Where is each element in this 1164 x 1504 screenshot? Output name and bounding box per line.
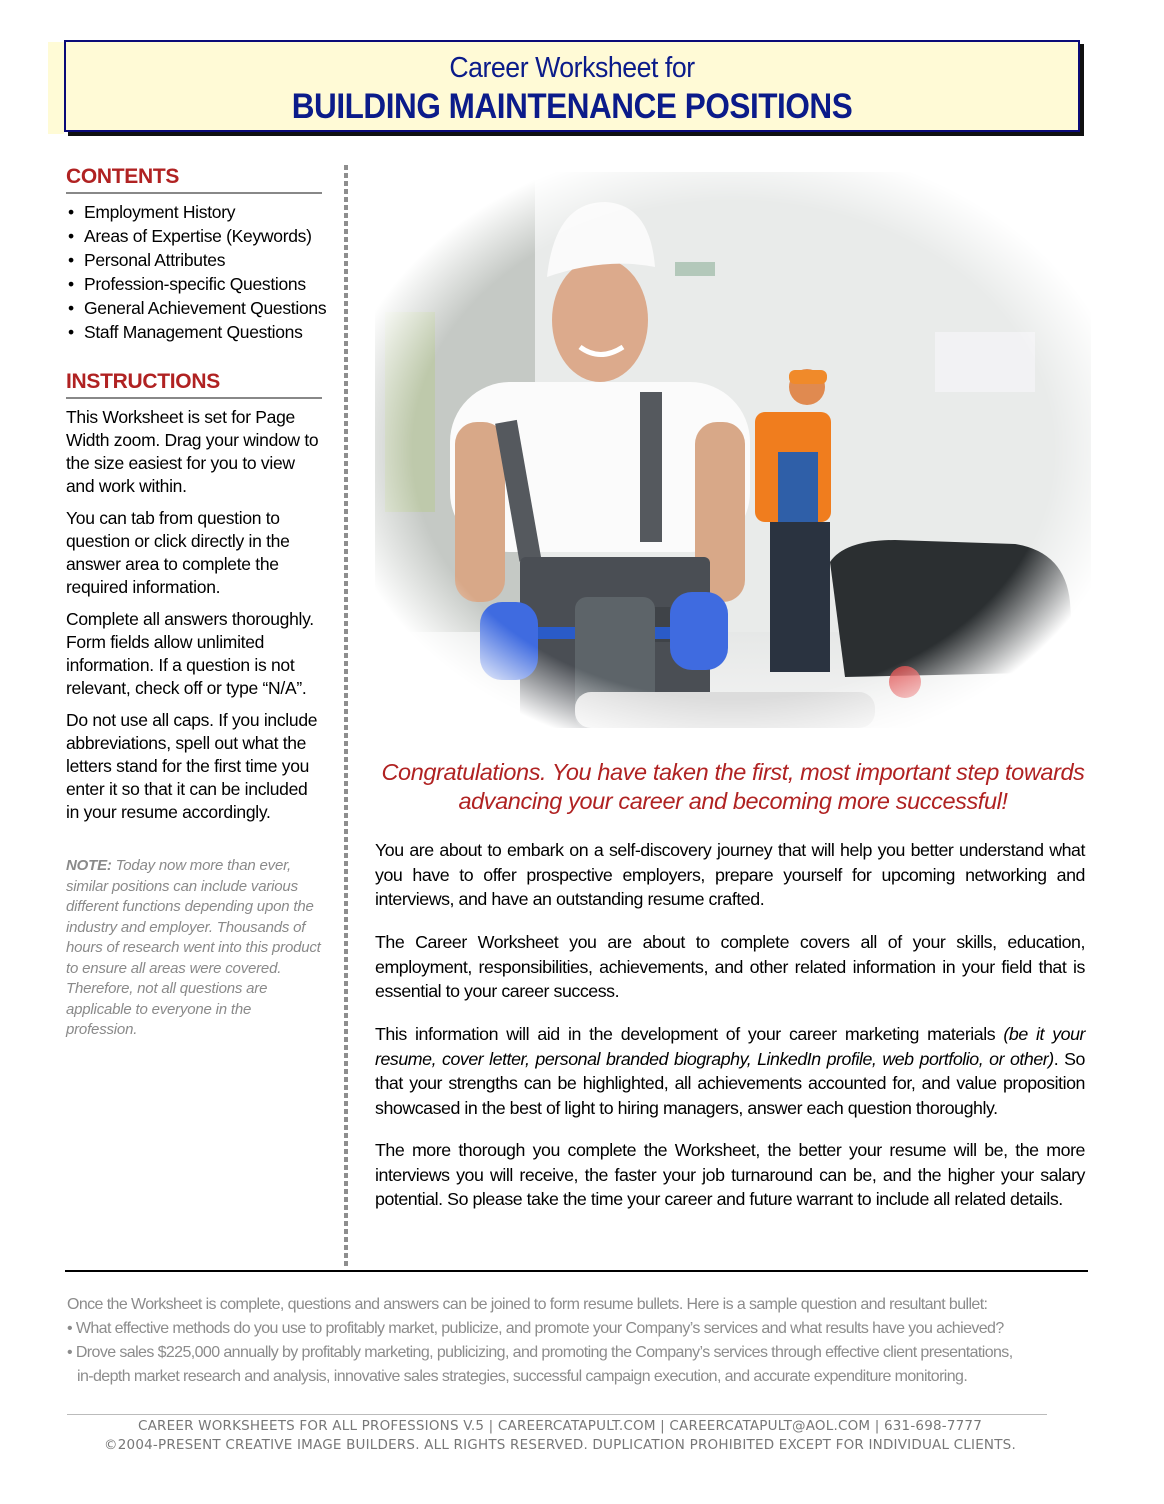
instructions-body xyxy=(66,406,322,824)
contents-heading: CONTENTS xyxy=(66,165,322,194)
instruction-paragraph: Complete all answers thoroughly. Form fields allow unlimited information. If a question is not relevant, check off or type “N/A”. xyxy=(66,609,314,698)
bullet-icon: • xyxy=(68,250,74,270)
section-divider xyxy=(65,1270,1088,1272)
bullet-icon: • xyxy=(68,322,74,342)
contents-list xyxy=(66,200,327,344)
header-banner xyxy=(64,40,1080,132)
bullet-icon: • xyxy=(68,298,74,318)
intro-paragraph-1: You are about to embark on a self-discovery journey that will help you better understand what you have to offer prospective employers, prepare yourself for upcoming networking and interviews, and have an outstanding resume crafted. xyxy=(375,840,1085,909)
sample-question: • What effective methods do you use to profitably market, publicize, and promote your Company’s services and what results have you achieved? xyxy=(67,1320,1004,1337)
bullet-icon: • xyxy=(68,274,74,294)
sidebar xyxy=(66,165,327,1041)
bullet-icon: • xyxy=(68,226,74,246)
instructions-heading: INSTRUCTIONS xyxy=(66,370,322,399)
contents-item-general-achievement[interactable]: • General Achievement Questions xyxy=(68,298,327,318)
contents-item-staff-management[interactable]: • Staff Management Questions xyxy=(68,322,303,342)
sample-answer-line-1: • Drove sales $225,000 annually by profitably marketing, publicizing, and promoting the Company’s services through effective client presentations, xyxy=(67,1344,1013,1361)
note-text: Today now more than ever, similar positions can include various different functions depending upon the industry and employer. Thousands of hours of research went into this product to ensure all areas were covered. Therefore, not all questions are applicable to everyone in the profession. xyxy=(66,857,321,1038)
bullet-icon: • xyxy=(68,202,74,222)
contents-item-employment-history[interactable]: • Employment History xyxy=(68,202,236,222)
intro-paragraph-2: The Career Worksheet you are about to complete covers all of your skills, education, employment, responsibilities, achievements, and other related information in your field that is essential to your career success. xyxy=(375,932,1085,1001)
contents-item-areas-of-expertise[interactable]: • Areas of Expertise (Keywords) xyxy=(68,226,312,246)
hero-photo xyxy=(375,172,1091,728)
footer-divider xyxy=(67,1414,1047,1415)
sample-answer-line-2: in-depth market research and analysis, innovative sales strategies, successful campaign execution, and accurate expenditure monitoring. xyxy=(77,1368,968,1385)
intro-paragraph-4: The more thorough you complete the Worksheet, the better your resume will be, the more interviews you will receive, the faster your job turnaround can be, and the higher your salary potential. So please take the time your career and future warrant to include all related details. xyxy=(375,1140,1085,1209)
note-label: NOTE: xyxy=(66,857,112,874)
header-subtitle: Career Worksheet for xyxy=(449,52,695,84)
intro-paragraph-3: This information will aid in the development of your career marketing materials (be it your resume, cover letter, personal branded biography, LinkedIn profile, web portfolio, or other). So that your strengths can be highlighted, all achievements accounted for, and value proposition showcased in the best of light to hiring managers, answer each question thoroughly. xyxy=(375,1024,1085,1118)
note-box xyxy=(66,856,322,1041)
maintenance-worker-illustration xyxy=(375,172,1091,728)
header-accent-strip xyxy=(48,42,64,134)
dotted-column-divider xyxy=(344,165,348,1269)
page-title: BUILDING MAINTENANCE POSITIONS xyxy=(291,87,853,126)
materials-examples: (be it your resume, cover letter, personal branded biography, LinkedIn profile, web portfolio, or other) xyxy=(375,1024,1085,1069)
contents-item-personal-attributes[interactable]: • Personal Attributes xyxy=(68,250,226,270)
sample-intro: Once the Worksheet is complete, questions and answers can be joined to form resume bullets. Here is a sample question and resultant bullet: xyxy=(67,1296,988,1313)
page-footer xyxy=(60,1417,1060,1454)
footer-contact-line: CAREER WORKSHEETS FOR ALL PROFESSIONS V.5 | CAREERCATAPULT.COM | CAREERCATAPULT@AOL.COM | 631-698-7777 xyxy=(137,1418,983,1434)
contents-item-profession-specific[interactable]: • Profession-specific Questions xyxy=(68,274,306,294)
footer-copyright-line: ©2004-PRESENT CREATIVE IMAGE BUILDERS. ALL RIGHTS RESERVED. DUPLICATION PROHIBITED EXCEPT FOR INDIVIDUAL CLIENTS. xyxy=(104,1436,1016,1453)
instruction-paragraph: Do not use all caps. If you include abbreviations, spell out what the letters stand for the first time you enter it so that it can be included in your resume accordingly. xyxy=(66,710,318,822)
congratulations-message: Congratulations. You have taken the first, most important step towards advancing your career and becoming more successful! xyxy=(381,759,1085,814)
instruction-paragraph: This Worksheet is set for Page Width zoom. Drag your window to the size easiest for you to view and work within. xyxy=(66,407,319,496)
instruction-paragraph: You can tab from question to question or click directly in the answer area to complete the required information. xyxy=(66,508,290,597)
sample-resume-bullet xyxy=(67,1293,1097,1389)
